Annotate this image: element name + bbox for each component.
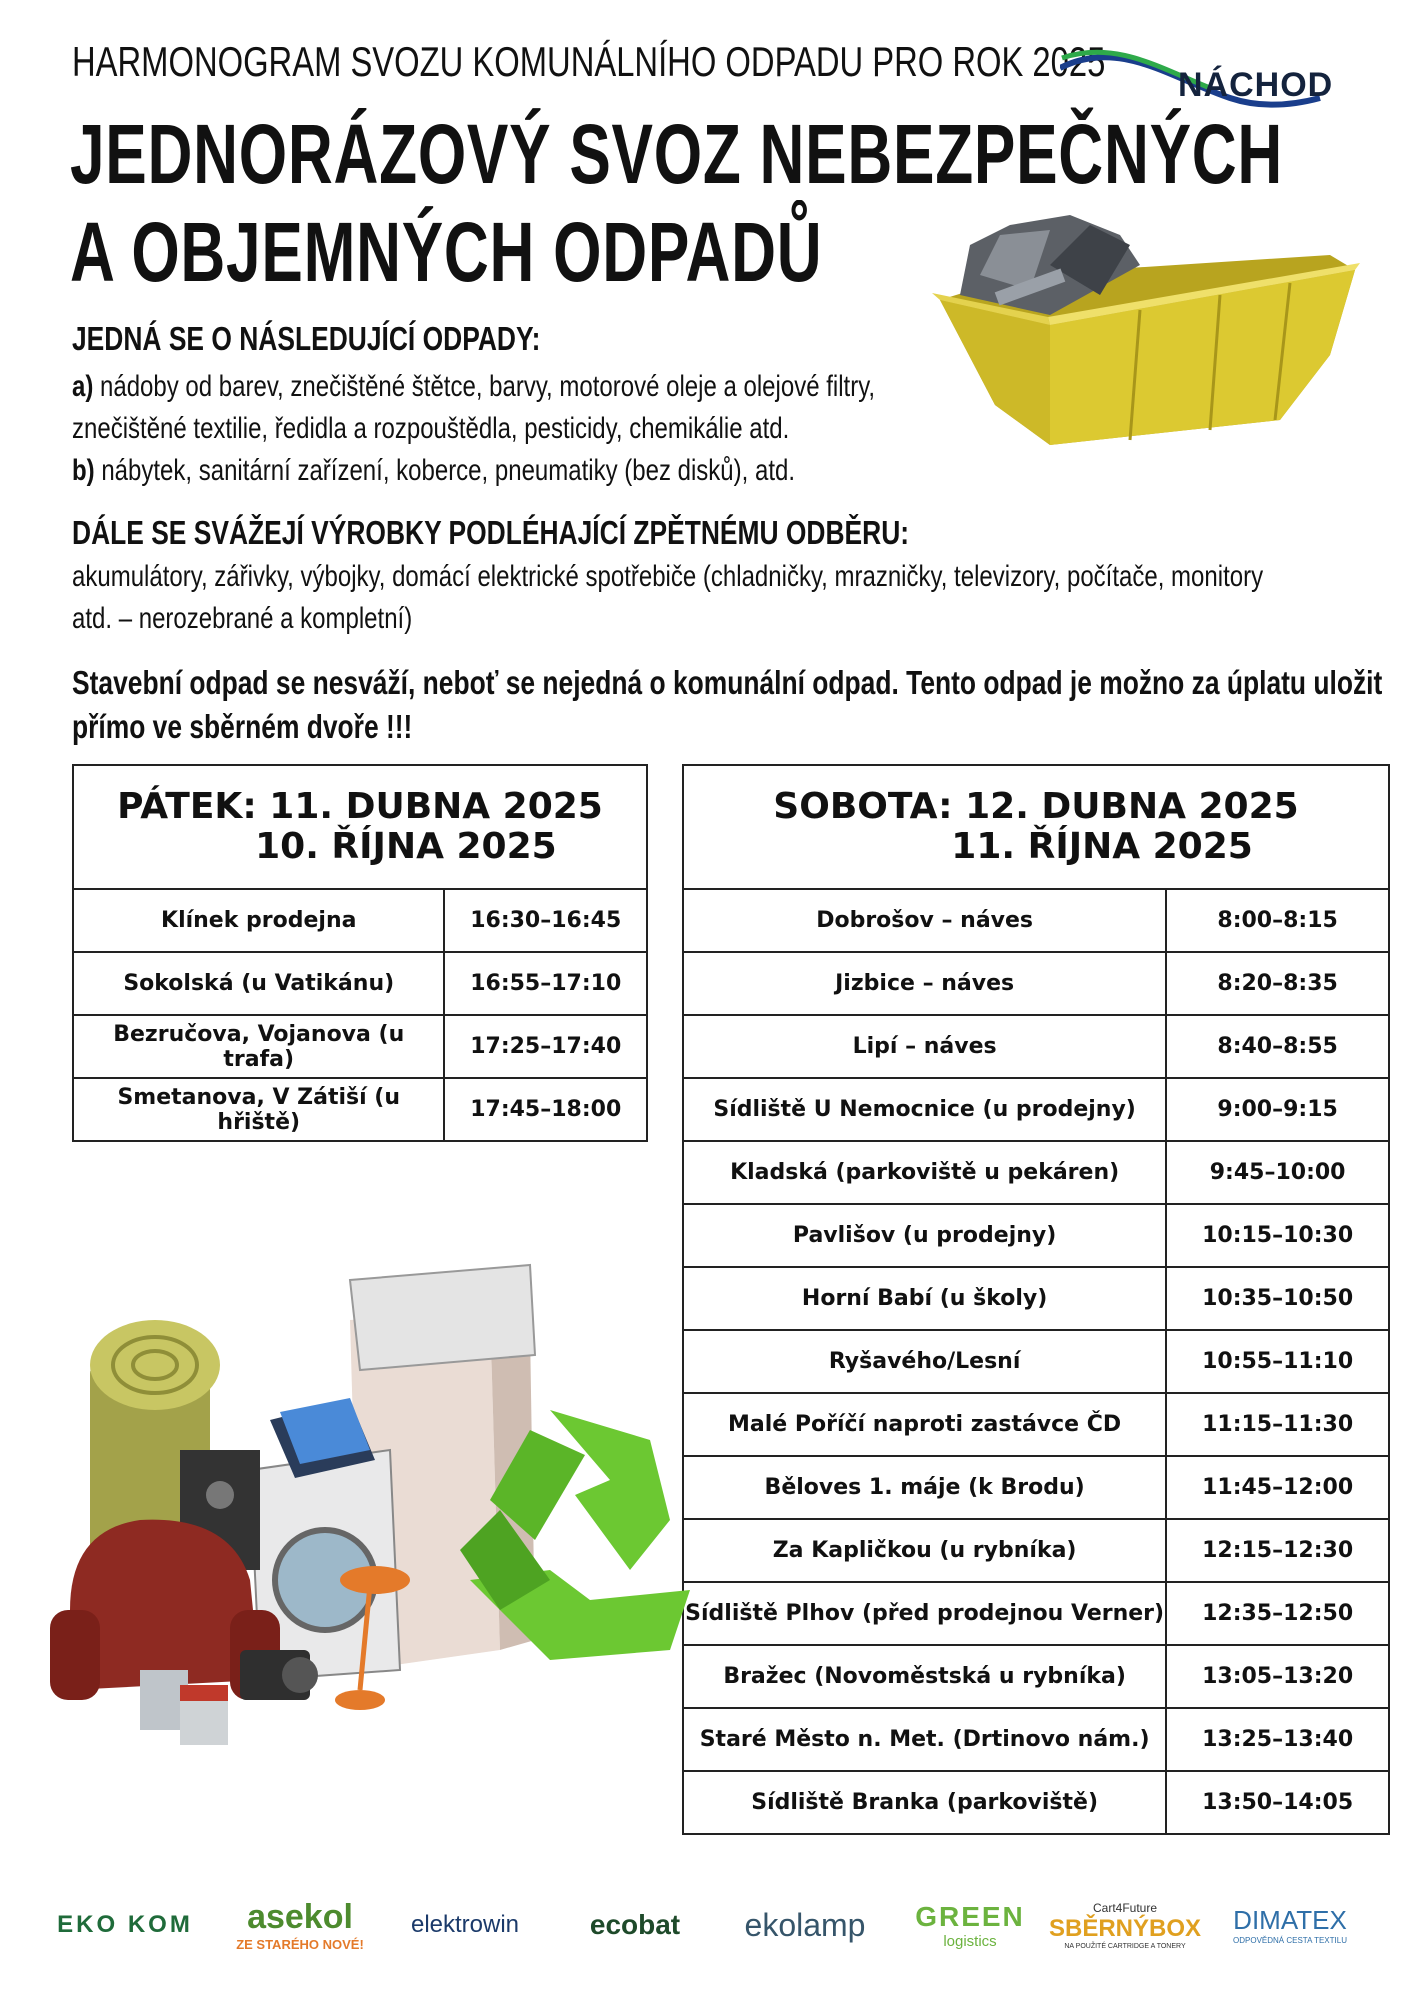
table-row — [683, 1267, 1389, 1330]
green-logistics-logo: GREEN logistics — [915, 1900, 1025, 1950]
place-cell: Sídliště U Nemocnice (u prodejny) — [683, 1078, 1166, 1141]
friday-header — [73, 765, 647, 889]
friday-schedule-table — [72, 764, 648, 1142]
place-cell: Jizbice – náves — [683, 952, 1166, 1015]
table-row — [683, 1204, 1389, 1267]
ekokom-logo: EKO KOM — [57, 1911, 193, 1938]
place-cell: Staré Město n. Met. (Drtinovo nám.) — [683, 1708, 1166, 1771]
saturday-date2: 11. ŘÍJNA 2025 — [951, 826, 1253, 867]
place-cell: Bražec (Novoměstská u rybníka) — [683, 1645, 1166, 1708]
item-b-label: b) — [72, 454, 95, 487]
time-cell: 9:45–10:00 — [1166, 1141, 1389, 1204]
friday-date2: 10. ŘÍJNA 2025 — [255, 826, 557, 867]
time-cell: 17:25–17:40 — [444, 1015, 647, 1078]
place-cell: Smetanova, V Zátiší (u hřiště) — [73, 1078, 444, 1141]
table-row — [73, 952, 647, 1015]
saturday-header-row — [683, 765, 1389, 889]
table-row — [683, 1582, 1389, 1645]
place-cell: Malé Poříčí naproti zastávce ČD — [683, 1393, 1166, 1456]
table-row — [683, 1393, 1389, 1456]
item-b-text: nábytek, sanitární zařízení, koberce, pneumatiky (bez disků), atd. — [94, 454, 796, 487]
time-cell: 10:15–10:30 — [1166, 1204, 1389, 1267]
kicker: HARMONOGRAM SVOZU KOMUNÁLNÍHO ODPADU PRO ROK 2025 — [72, 38, 1106, 85]
time-cell: 16:55–17:10 — [444, 952, 647, 1015]
saturday-schedule-table — [682, 764, 1390, 1835]
place-cell: Ryšavého/Lesní — [683, 1330, 1166, 1393]
time-cell: 13:50–14:05 — [1166, 1771, 1389, 1834]
table-row — [683, 1645, 1389, 1708]
nachod-logo — [1060, 48, 1350, 128]
table-row — [683, 1708, 1389, 1771]
section1-item-a-cont: znečištěné textilie, ředidla a rozpouštědla, pesticidy, chemikálie atd. — [72, 412, 790, 445]
waste-pile-image — [30, 1250, 730, 1770]
friday-day: PÁTEK: — [117, 786, 257, 827]
section1-heading: JEDNÁ SE O NÁSLEDUJÍCÍ ODPADY: — [72, 320, 541, 357]
section2-text-2: atd. – nerozebrané a kompletní) — [72, 602, 413, 635]
page-title-line1: JEDNORÁZOVÝ SVOZ NEBEZPEČNÝCH — [70, 107, 1284, 201]
table-row — [683, 1771, 1389, 1834]
friday-header-row — [73, 765, 647, 889]
section1-item-b — [72, 450, 1088, 492]
table-row — [683, 1078, 1389, 1141]
time-cell: 8:00–8:15 — [1166, 889, 1389, 952]
ecobat-logo: ecobat — [589, 1909, 681, 1940]
table-row — [683, 1015, 1389, 1078]
time-cell: 11:15–11:30 — [1166, 1393, 1389, 1456]
time-cell: 16:30–16:45 — [444, 889, 647, 952]
table-row — [683, 1330, 1389, 1393]
time-cell: 12:15–12:30 — [1166, 1519, 1389, 1582]
place-cell: Sídliště Branka (parkoviště) — [683, 1771, 1166, 1834]
section2-heading: DÁLE SE SVÁŽEJÍ VÝROBKY PODLÉHAJÍCÍ ZPĚTNÉMU ODBĚRU: — [72, 514, 910, 551]
table-row — [73, 1078, 647, 1141]
time-cell: 12:35–12:50 — [1166, 1582, 1389, 1645]
friday-date1: 11. DUBNA 2025 — [269, 786, 603, 827]
place-cell: Bezručova, Vojanova (u trafa) — [73, 1015, 444, 1078]
time-cell: 8:40–8:55 — [1166, 1015, 1389, 1078]
time-cell: 11:45–12:00 — [1166, 1456, 1389, 1519]
place-cell: Pavlišov (u prodejny) — [683, 1204, 1166, 1267]
section2-text-1: akumulátory, zářivky, výbojky, domácí elektrické spotřebiče (chladničky, mrazničky, televizory, počítače, monitory — [72, 560, 1264, 593]
place-cell: Sokolská (u Vatikánu) — [73, 952, 444, 1015]
place-cell: Kladská (parkoviště u pekáren) — [683, 1141, 1166, 1204]
place-cell: Horní Babí (u školy) — [683, 1267, 1166, 1330]
time-cell: 13:25–13:40 — [1166, 1708, 1389, 1771]
table-row — [73, 1015, 647, 1078]
table-row — [683, 1141, 1389, 1204]
place-cell: Dobrošov – náves — [683, 889, 1166, 952]
time-cell: 17:45–18:00 — [444, 1078, 647, 1141]
asekol-logo: asekol ZE STARÉHO NOVÉ! — [236, 1898, 364, 1952]
place-cell: Za Kapličkou (u rybníka) — [683, 1519, 1166, 1582]
table-row — [683, 952, 1389, 1015]
saturday-header — [683, 765, 1389, 889]
table-row — [683, 1519, 1389, 1582]
item-a-text: nádoby od barev, znečištěné štětce, barvy, motorové oleje a olejové filtry, — [93, 370, 876, 403]
time-cell: 13:05–13:20 — [1166, 1645, 1389, 1708]
time-cell: 10:55–11:10 — [1166, 1330, 1389, 1393]
section1-item-a — [72, 366, 1088, 408]
elektrowin-logo: elektrowin — [410, 1911, 520, 1938]
time-cell: 9:00–9:15 — [1166, 1078, 1389, 1141]
place-cell: Lipí – náves — [683, 1015, 1166, 1078]
place-cell: Sídliště Plhov (před prodejnou Verner) — [683, 1582, 1166, 1645]
dimatex-logo: DIMATEX ODPOVĚDNÁ CESTA TEXTILU — [1233, 1905, 1347, 1945]
sponsor-logos — [40, 1880, 1380, 1970]
ekolamp-logo: ekolamp — [744, 1906, 866, 1943]
table-row — [683, 1456, 1389, 1519]
time-cell: 10:35–10:50 — [1166, 1267, 1389, 1330]
saturday-date1: 12. DUBNA 2025 — [965, 786, 1299, 827]
page-title-line2: A OBJEMNÝCH ODPADŮ — [70, 205, 823, 299]
sbernybox-logo: Cart4Future SBĚRNÝBOX NA POUŽITÉ CARTRIDGE A TONERY — [1048, 1900, 1202, 1950]
notice-line2: přímo ve sběrném dvoře !!! — [72, 708, 413, 745]
time-cell: 8:20–8:35 — [1166, 952, 1389, 1015]
table-row — [73, 889, 647, 952]
notice-line1: Stavební odpad se nesváží, neboť se nejedná o komunální odpad. Tento odpad je možno za úplatu uložit — [72, 664, 1383, 701]
saturday-day: SOBOTA: — [773, 786, 953, 827]
place-cell: Běloves 1. máje (k Brodu) — [683, 1456, 1166, 1519]
place-cell: Klínek prodejna — [73, 889, 444, 952]
logo-text: NÁCHOD — [1178, 66, 1334, 104]
item-a-label: a) — [72, 370, 94, 403]
table-row — [683, 889, 1389, 952]
